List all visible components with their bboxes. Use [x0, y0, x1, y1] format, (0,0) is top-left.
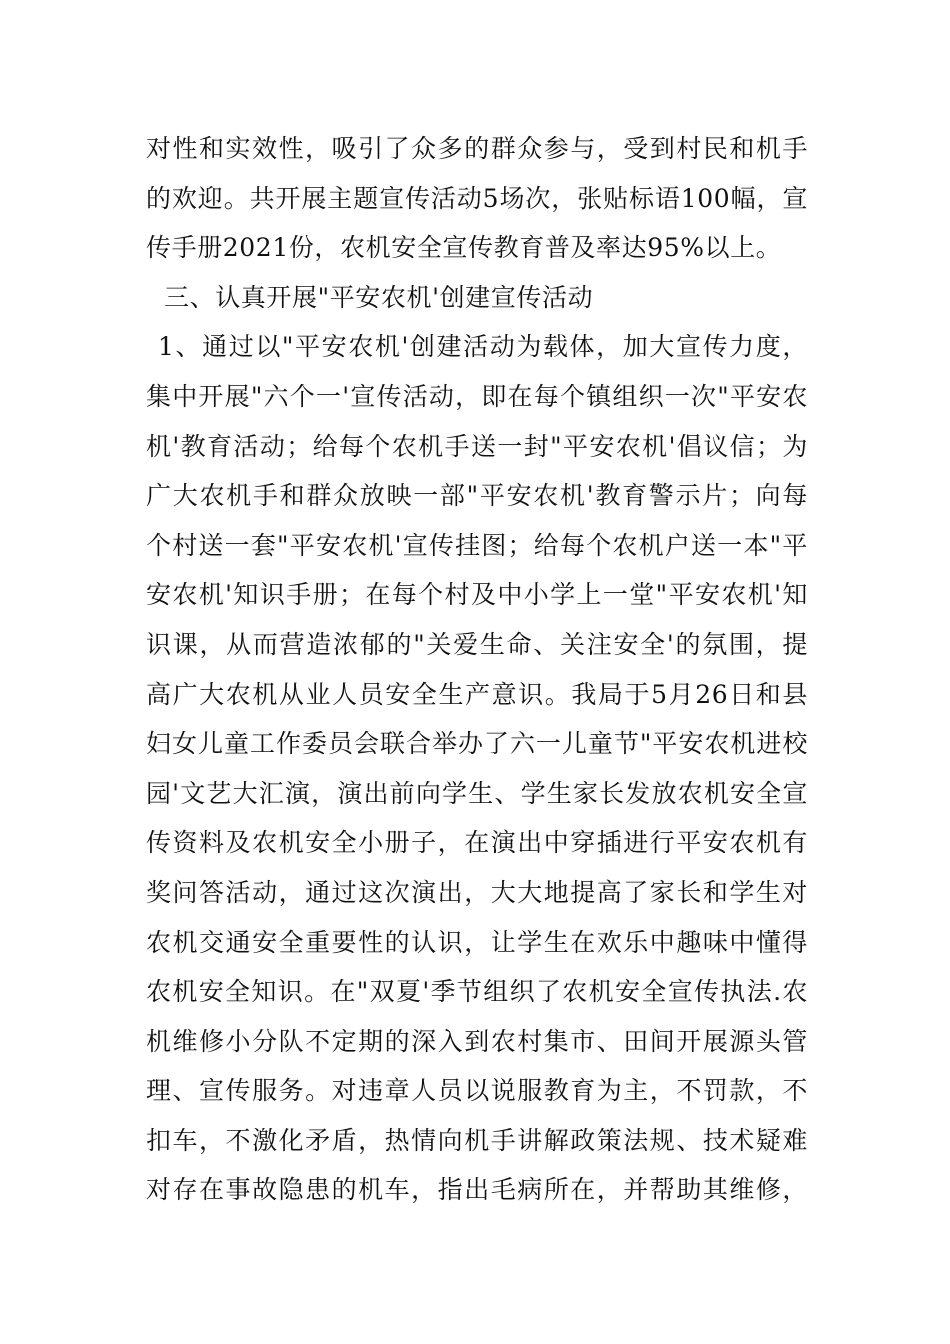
- paragraph-line: 对性和实效性，吸引了众多的群众参与，受到村民和机手: [146, 134, 808, 163]
- paragraph-line: 集中开展"六个一'宣传活动，即在每个镇组织一次"平安农: [146, 381, 808, 411]
- document-body: [146, 124, 808, 1215]
- paragraph-line: 对存在事故隐患的机车，指出毛病所在，并帮助其维修，: [146, 1175, 808, 1205]
- paragraph-line: 识课，从而营造浓郁的"关爱生命、关注安全'的氛围，提: [146, 629, 808, 659]
- paragraph-line: 的欢迎。共开展主题宣传活动5场次，张贴标语100幅，宣: [146, 183, 808, 213]
- section-heading: 三、认真开展"平安农机'创建宣传活动: [164, 282, 594, 312]
- paragraph-line: 机维修小分队不定期的深入到农村集市、田间开展源头管: [146, 1026, 808, 1056]
- paragraph-line: 园'文艺大汇演，演出前向学生、学生家长发放农机安全宣: [146, 778, 808, 808]
- paragraph-line: 安农机'知识手册；在每个村及中小学上一堂"平安农机'知: [146, 580, 808, 610]
- paragraph-line: 传资料及农机安全小册子，在演出中穿插进行平安农机有: [146, 828, 808, 858]
- paragraph-line: 扣车，不激化矛盾，热情向机手讲解政策法规、技术疑难: [146, 1125, 808, 1155]
- paragraph-line: 1、通过以"平安农机'创建活动为载体，加大宣传力度，: [158, 332, 808, 362]
- paragraph-line: 妇女儿童工作委员会联合举办了六一儿童节"平安农机进校: [146, 729, 808, 759]
- paragraph-line: 广大农机手和群众放映一部"平安农机'教育警示片；向每: [146, 481, 808, 511]
- paragraph-line: 个村送一套"平安农机'宣传挂图；给每个农机户送一本"平: [146, 530, 808, 560]
- paragraph-line: 理、宣传服务。对违章人员以说服教育为主，不罚款，不: [146, 1076, 808, 1106]
- paragraph-line: 农机安全知识。在"双夏'季节组织了农机安全宣传执法.农: [146, 977, 808, 1007]
- paragraph-line: 高广大农机从业人员安全生产意识。我局于5月26日和县: [146, 679, 808, 709]
- paragraph-line: 传手册2021份，农机安全宣传教育普及率达95%以上。: [146, 233, 782, 263]
- paragraph-line: 奖问答活动，通过这次演出，大大地提高了家长和学生对: [146, 877, 808, 907]
- paragraph-line: 农机交通安全重要性的认识，让学生在欢乐中趣味中懂得: [146, 927, 808, 957]
- paragraph-line: 机'教育活动；给每个农机手送一封"平安农机'倡议信；为: [146, 431, 808, 461]
